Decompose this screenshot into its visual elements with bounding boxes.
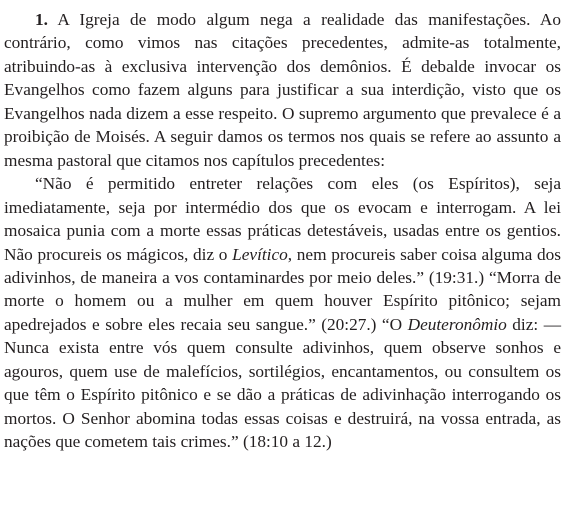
paragraph-number: 1. — [35, 10, 48, 29]
quote-text-part-2: , nem procureis saber coisa alguma dos adivinhos, de maneira a vos contaminardes por meio deles.” (19:31.) “Morra de morte o homem ou a mulher em quem houver Espírito pitônico; sejam apedrejados e sobre eles recaia seu sangue.” (20:27.) “O — [4, 244, 562, 334]
book-title-deuteronomio: Deuteronômio — [407, 314, 507, 334]
book-title-levitico: Levítico — [232, 244, 288, 264]
paragraph-1 — [4, 8, 561, 172]
paragraph-1-text: A Igreja de modo algum nega a realidade das manifestações. Ao contrário, como vimos nas citações precedentes, admite-as totalmente, atribuindo-as à exclusiva intervenção dos demônios. É debalde invocar os Evangelhos como fazem alguns para justificar a sua interdição, visto que os Evangelhos nada dizem a esse respeito. O supremo argumento que prevalece é a proibição de Moisés. A seguir damos os termos nos quais se refere ao assunto a mesma pastoral que citamos nos capítulos precedentes: — [4, 10, 561, 170]
quote-text-part-1: “Não é permitido entreter relações com eles (os Espíritos), seja imediatamente, seja por intermédio dos que os evocam e interrogam. A lei mosaica punia com a morte essas práticas detestáveis, usadas entre os gentios. Não procureis os mágicos, diz o — [4, 174, 561, 264]
quote-text-part-3: diz: — Nunca exista entre vós quem consulte adivinhos, quem observe sonhos e agouros, quem use de malefícios, sortilégios, encantamentos, ou consultem os que têm o Espírito pitônico e se dão a práticas de adivinhação interrogando os mortos. O Senhor abomina todas essas coisas e destruirá, na vossa entrada, as nações que cometem tais crimes.” (18:10 a 12.) — [4, 314, 561, 452]
paragraph-2-quotation — [4, 172, 561, 453]
